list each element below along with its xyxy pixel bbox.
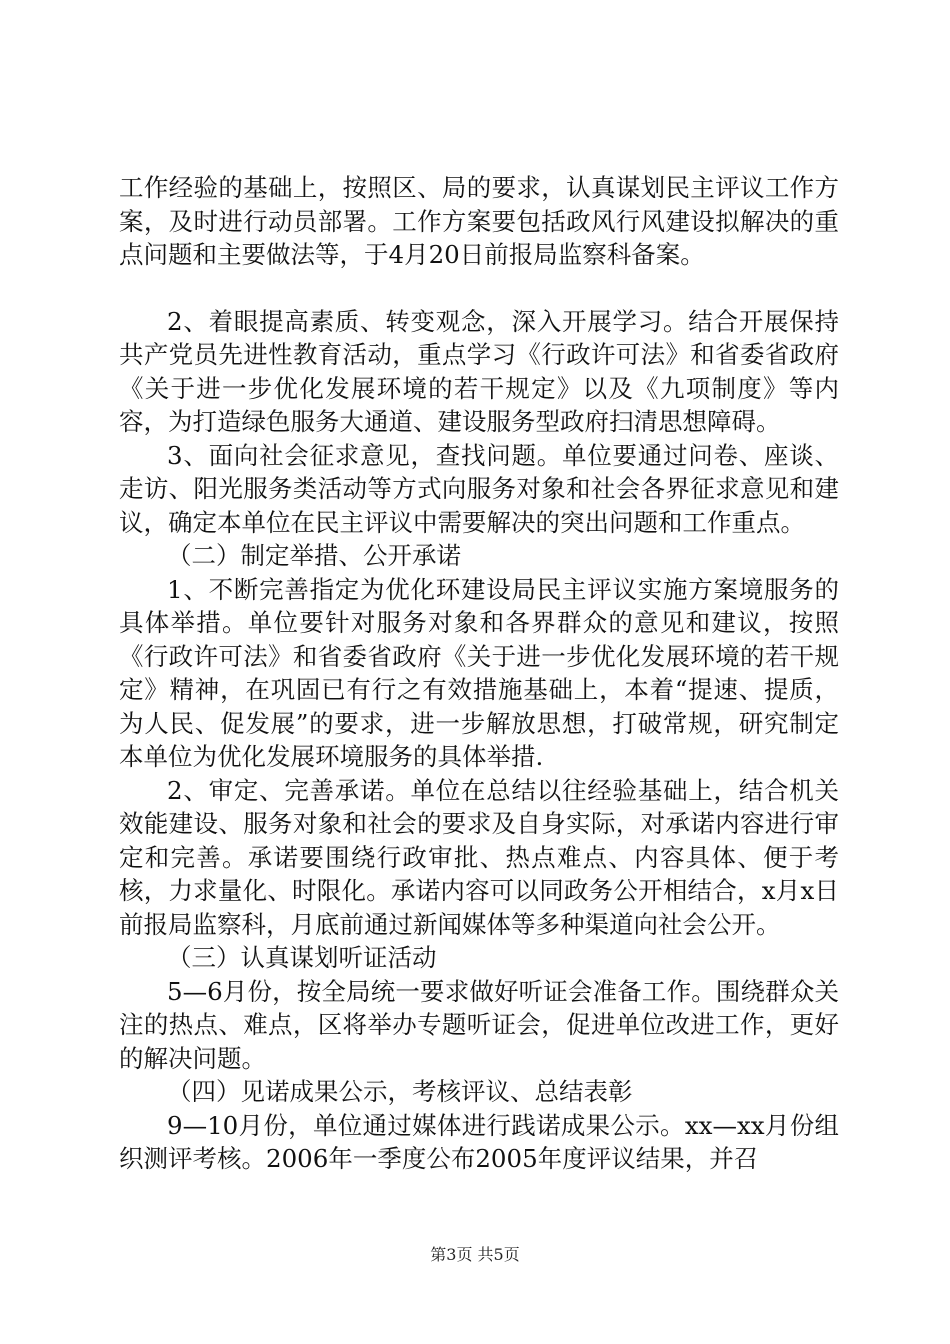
paragraph-publicity: 9—10月份，单位通过媒体进行践诺成果公示。xx—xx月份组织测评考核。2006年一季度公布2005年度评议结果，并召: [119, 1110, 839, 1173]
section-heading-2: （二）制定举措、公开承诺: [167, 541, 461, 570]
paragraph-commitments: 2、审定、完善承诺。单位在总结以往经验基础上，结合机关效能建设、服务对象和社会的要求及自身实际，对承诺内容进行审定和完善。承诺要围绕行政审批、热点难点、内容具体、便于考核，力求量化、时限化。承诺内容可以同政务公开相结合，x月x日前报局监察科，月底前通过新闻媒体等多种渠道向社会公开。: [119, 775, 839, 939]
section-heading-3: （三）认真谋划听证活动: [167, 943, 437, 972]
page-footer: 第3页 共5页: [430, 1245, 520, 1264]
paragraph-study: 2、着眼提高素质、转变观念，深入开展学习。结合开展保持共产党员先进性教育活动，重点学习《行政许可法》和省委省政府《关于进一步优化发展环境的若干规定》以及《九项制度》等内容，为打造绿色服务大通道、建设服务型政府扫清思想障碍。: [119, 306, 839, 436]
paragraph-measures: 1、不断完善指定为优化环建设局民主评议实施方案境服务的具体举措。单位要针对服务对象和各界群众的意见和建议，按照《行政许可法》和省委省政府《关于进一步优化发展环境的若干规定》精神，在巩固已有行之有效措施基础上，本着“提速、提质，为人民、促发展”的要求，进一步解放思想，打破常规，研究制定本单位为优化发展环境服务的具体举措.: [119, 574, 839, 771]
paragraph-continuation: 工作经验的基础上，按照区、局的要求，认真谋划民主评议工作方案，及时进行动员部署。工作方案要包括政风行风建设拟解决的重点问题和主要做法等，于4月20日前报局监察科备案。: [119, 173, 839, 269]
paragraph-solicit-opinions: 3、面向社会征求意见，查找问题。单位要通过问卷、座谈、走访、阳光服务类活动等方式向服务对象和社会各界征求意见和建议，确定本单位在民主评议中需要解决的突出问题和工作重点。: [119, 440, 839, 537]
document-body: [119, 171, 839, 1176]
paragraph-hearing: 5—6月份，按全局统一要求做好听证会准备工作。围绕群众关注的热点、难点，区将举办专题听证会，促进单位改进工作，更好的解决问题。: [119, 976, 839, 1073]
section-heading-4: （四）见诺成果公示，考核评议、总结表彰: [167, 1077, 633, 1106]
